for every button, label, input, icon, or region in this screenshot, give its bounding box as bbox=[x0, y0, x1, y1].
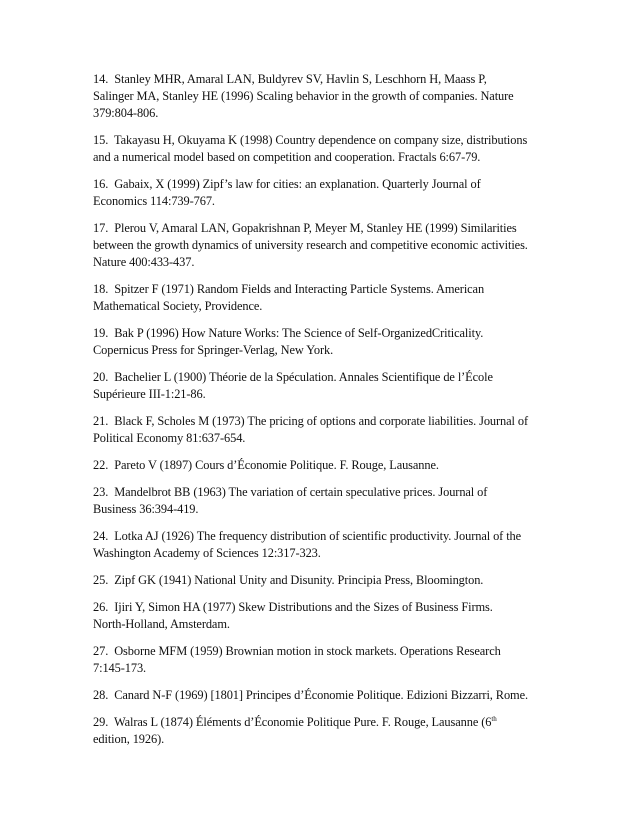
reference-entry bbox=[93, 714, 553, 748]
reference-line: Takayasu H, Okuyama K (1998) Country dependence on company size, distributions bbox=[113, 133, 528, 147]
reference-entry bbox=[93, 484, 553, 518]
reference-line: edition, 1926). bbox=[93, 732, 165, 746]
reference-line: Plerou V, Amaral LAN, Gopakrishnan P, Meyer M, Stanley HE (1999) Similarities bbox=[114, 221, 517, 235]
reference-line: Black F, Scholes M (1973) The pricing of options and corporate liabilities. Journal of bbox=[114, 414, 528, 428]
reference-line: Washington Academy of Sciences 12:317-323. bbox=[93, 546, 321, 560]
reference-entry bbox=[93, 176, 553, 210]
reference-number: 22. bbox=[93, 458, 109, 472]
reference-entry bbox=[93, 687, 553, 704]
reference-number: 18. bbox=[93, 282, 109, 296]
reference-line: Zipf GK (1941) National Unity and Disunity. Principia Press, Bloomington. bbox=[114, 573, 484, 587]
reference-line: Nature 400:433-437. bbox=[93, 255, 195, 269]
reference-entry bbox=[93, 457, 553, 474]
reference-line: Gabaix, X (1999) Zipf’s law for cities: an explanation. Quarterly Journal of bbox=[114, 177, 481, 191]
reference-line: Stanley MHR, Amaral LAN, Buldyrev SV, Havlin S, Leschhorn H, Maass P, bbox=[114, 72, 487, 86]
reference-entry bbox=[93, 220, 553, 271]
reference-entry bbox=[93, 413, 553, 447]
reference-entry bbox=[93, 599, 553, 633]
reference-number: 24. bbox=[93, 529, 109, 543]
reference-line: and a numerical model based on competition and cooperation. Fractals 6:67-79. bbox=[93, 150, 481, 164]
reference-number: 23. bbox=[93, 485, 109, 499]
reference-entry bbox=[93, 643, 553, 677]
reference-number: 21. bbox=[93, 414, 109, 428]
reference-number: 25. bbox=[93, 573, 109, 587]
reference-line: Copernicus Press for Springer-Verlag, New York. bbox=[93, 343, 334, 357]
reference-list bbox=[93, 71, 553, 758]
reference-line: 379:804-806. bbox=[93, 106, 159, 120]
reference-number: 29. bbox=[93, 715, 109, 729]
reference-entry bbox=[93, 71, 553, 122]
reference-entry bbox=[93, 572, 553, 589]
reference-entry bbox=[93, 528, 553, 562]
reference-superscript: th bbox=[491, 714, 497, 723]
reference-entry bbox=[93, 369, 553, 403]
reference-number: 14. bbox=[93, 72, 109, 86]
reference-number: 20. bbox=[93, 370, 109, 384]
reference-number: 28. bbox=[93, 688, 109, 702]
reference-line: Canard N-F (1969) [1801] Principes d’Économie Politique. Edizioni Bizzarri, Rome. bbox=[114, 688, 528, 702]
reference-number: 27. bbox=[93, 644, 109, 658]
reference-line: Bachelier L (1900) Théorie de la Spéculation. Annales Scientifique de l’École bbox=[114, 370, 493, 384]
reference-line: Lotka AJ (1926) The frequency distribution of scientific productivity. Journal of the bbox=[114, 529, 522, 543]
reference-number: 19. bbox=[93, 326, 109, 340]
reference-number: 26. bbox=[93, 600, 109, 614]
reference-line: Mathematical Society, Providence. bbox=[93, 299, 263, 313]
reference-line: Ijiri Y, Simon HA (1977) Skew Distributions and the Sizes of Business Firms. bbox=[114, 600, 493, 614]
reference-entry bbox=[93, 132, 553, 166]
reference-line: Political Economy 81:637-654. bbox=[93, 431, 246, 445]
reference-entry bbox=[93, 325, 553, 359]
reference-number: 16. bbox=[93, 177, 109, 191]
reference-line: Supérieure III-1:21-86. bbox=[93, 387, 206, 401]
reference-line: Osborne MFM (1959) Brownian motion in stock markets. Operations Research bbox=[114, 644, 501, 658]
reference-line: Walras L (1874) Éléments d’Économie Politique Pure. F. Rouge, Lausanne (6 bbox=[113, 715, 492, 729]
reference-line: North-Holland, Amsterdam. bbox=[93, 617, 230, 631]
reference-line: Economics 114:739-767. bbox=[93, 194, 215, 208]
reference-line: Pareto V (1897) Cours d’Économie Politique. F. Rouge, Lausanne. bbox=[114, 458, 439, 472]
reference-line: Salinger MA, Stanley HE (1996) Scaling behavior in the growth of companies. Nature bbox=[93, 89, 514, 103]
reference-line: 7:145-173. bbox=[93, 661, 147, 675]
reference-line: Bak P (1996) How Nature Works: The Science of Self-OrganizedCriticality. bbox=[114, 326, 484, 340]
reference-number: 17. bbox=[93, 221, 109, 235]
reference-line: Mandelbrot BB (1963) The variation of certain speculative prices. Journal of bbox=[114, 485, 488, 499]
reference-line: between the growth dynamics of university research and competitive economic activities. bbox=[93, 238, 528, 252]
reference-number: 15. bbox=[93, 133, 109, 147]
reference-line: Business 36:394-419. bbox=[93, 502, 199, 516]
reference-entry bbox=[93, 281, 553, 315]
reference-line: Spitzer F (1971) Random Fields and Interacting Particle Systems. American bbox=[114, 282, 485, 296]
